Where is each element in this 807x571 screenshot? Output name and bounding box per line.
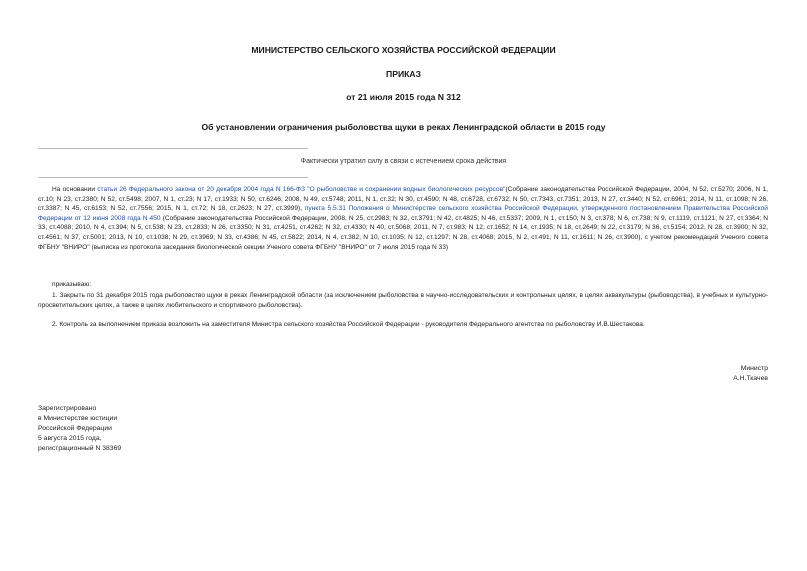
ministry-heading: МИНИСТЕРСТВО СЕЛЬСКОГО ХОЗЯЙСТВА РОССИЙСКОЙ ФЕДЕРАЦИИ <box>251 45 556 55</box>
divider-top <box>38 148 308 149</box>
registration-line: Зарегистрировано <box>38 405 97 412</box>
signatory-name: А.Н.Ткачев <box>733 375 768 382</box>
registration-block <box>38 404 121 454</box>
orders-word: приказываю: <box>52 281 92 288</box>
document-date-number: от 21 июля 2015 года N 312 <box>346 92 461 102</box>
status-note: Фактически утратил силу в связи с истечением срока действия <box>300 158 507 165</box>
registration-line: в Министерстве юстиции <box>38 415 118 422</box>
basis-citation-2: (Собрание законодательства Российской Федерации, 2008, N 25, ст.2983; N 32, ст.3791; N 42, ст.4825; N 46, ст.5337; 2009, N 1, ст.150; N 3, ст.378; N 6, ст.738; N 9, ст.1119, ст.1121; N 27, ст.3364; N 33, ст.4088; 2010, N 4, ст.394; N 5, ст.538; N 23, ст.2833; N 26, ст.3350; N 31, ст.4251, ст.4262; N 32, ст.4330; N 40, ст.5068; 2011, N 7, ст.983; N 12, ст.1652; N 14, ст.1935; N 18, ст.2649; N 22, ст.3179; N 36, ст.5154; 2012, N 28, ст.3900; N 32, ст.4561; N 37, ст.5001; 2013, N 10, ст.1038; N 29, ст.3969; N 33, ст.4386; N 45, ст.5822; 2014, N 4, ст.382; N 10, ст.1035; N 12, ст.1297; N 28, ст.4068; 2015, N 2, ст.491; N 11, ст.1611; N 26, ст.3900), с учетом рекомендаций Ученого совета ФГБНУ "ВНИРО" (выписка из протокола заседания биологической секции Ученого совета ФГБНУ "ВНИРО" от 7 июля 2015 года N 33) <box>38 214 769 251</box>
registration-line: регистрационный N 38369 <box>38 445 122 452</box>
registration-line: Российской Федерации <box>38 425 112 432</box>
registration-line: 5 августа 2015 года, <box>38 435 102 442</box>
basis-paragraph <box>38 185 768 252</box>
signatory-position: Министр <box>740 365 768 372</box>
order-item-2: 2. Контроль за выполнением приказа возложить на заместителя Министра сельского хозяйства Российской Федерации - руководителя Федерального агентства по рыболовству И.В.Шестакова. <box>52 321 645 328</box>
divider-bottom <box>38 177 308 178</box>
document-type-heading: ПРИКАЗ <box>386 69 421 79</box>
basis-citation-1: (Собрание законодательства Российской Федерации, 2004, N 52, ст.5270; 2006, N 1, ст.10; N 23, ст.2380; N 52, ст.5498; 2007, N 1, ст.23; N 17, ст.1933; N 50, ст.6246; 2008, N 49, ст.5748; 2011, N 1, ст.32; N 30, ст.4590; N 48, ст.6728, ст.6732; N 50, ст.7343, ст.7351; 2013, N 27, ст.3440; N 52, ст.6961; 2014, N 11, ст.1098; N 26, ст.3387; N 45, ст.6153; N 52, ст.7556; 2015, N 1, ст.72; N 18, ст.2623; N 27, ст.3999), <box>38 186 768 213</box>
order-item-1: 1. Закрыть по 31 декабря 2015 года рыболовство щуки в реках Ленинградской области (за исключением рыболовства в научно-исследовательских и контрольных целях, в целях аквакультуры (рыбоводства), в учебных и культурно-просветительских целях, а также в целях любительского и спортивного рыболовства). <box>38 292 768 309</box>
signature-block <box>733 364 768 384</box>
regulation-link[interactable]: пункта 5.5.31 Положения о Министерстве сельского хозяйства Российской Федерации, утвержденного постановлением Правительства Российской Федерации от 12 июня 2008 года N 450 <box>38 205 768 222</box>
federal-law-link[interactable]: статьи 26 Федерального закона от 20 декабря 2004 года N 166-ФЗ "О рыболовстве и сохранении водных биологических ресурсов" <box>97 186 506 193</box>
document-title: Об установлении ограничения рыболовства щуки в реках Ленинградской области в 2015 году <box>201 122 606 132</box>
basis-lead: На основании <box>52 186 98 193</box>
